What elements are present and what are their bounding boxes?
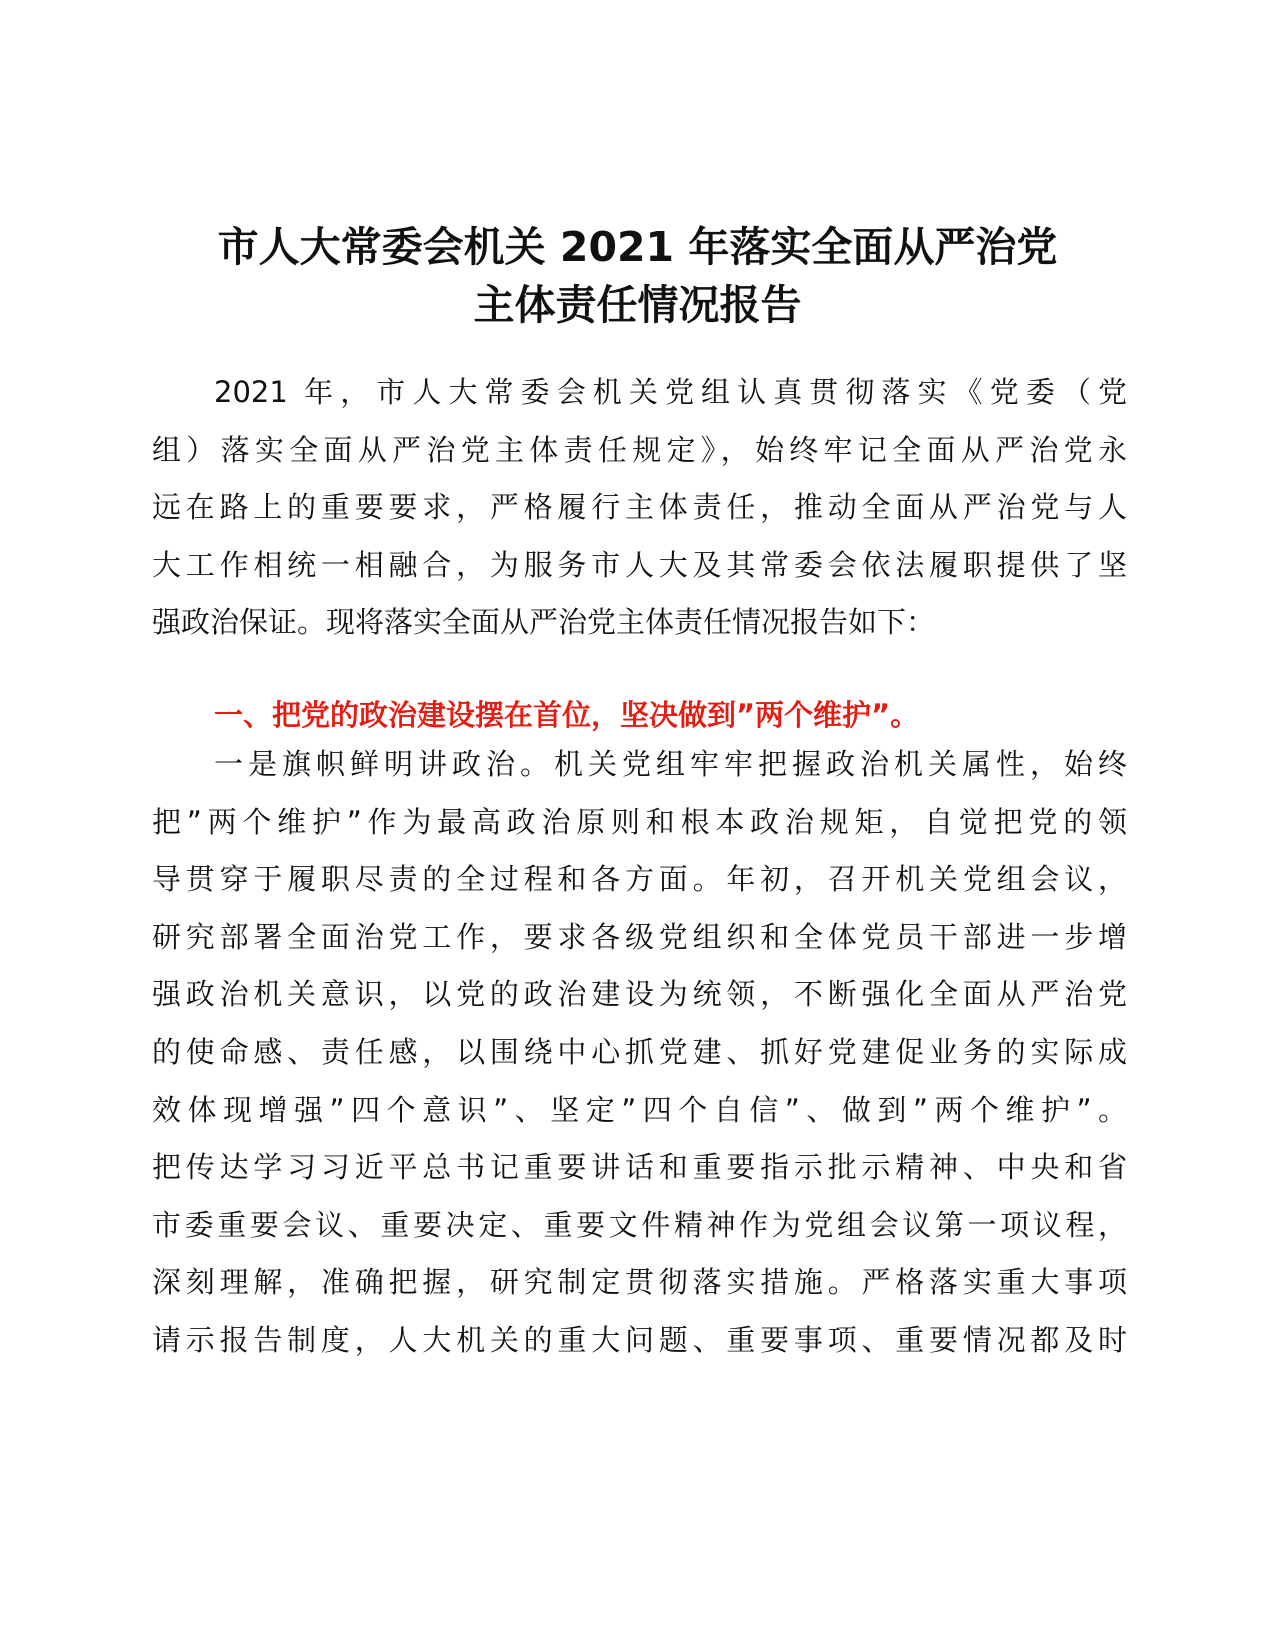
title-line-1: 市人大常委会机关 2021 年落实全面从严治党 <box>217 223 1058 271</box>
document-title <box>150 218 1125 334</box>
intro-line-1: 2021 年，市人大常委会机关党组认真贯彻落实《党委（党 <box>214 375 1127 409</box>
section-1-line-10: 深刻理解，准确把握，研究制定贯彻落实措施。严格落实重大事项 <box>152 1265 1127 1300</box>
section-heading-1: 一、把党的政治建设摆在首位，坚决做到”两个维护”。 <box>214 698 920 732</box>
section-1-line-1: 一是旗帜鲜明讲政治。机关党组牢牢把握政治机关属性，始终 <box>214 747 1127 781</box>
section-1-line-5: 强政治机关意识，以党的政治建设为统领，不断强化全面从严治党 <box>152 977 1127 1012</box>
intro-paragraph <box>152 364 1127 652</box>
section-1-line-3: 导贯穿于履职尽责的全过程和各方面。年初，召开机关党组会议， <box>152 862 1127 897</box>
intro-line-5: 强政治保证。现将落实全面从严治党主体责任情况报告如下： <box>152 605 936 640</box>
section-1-line-4: 研究部署全面治党工作，要求各级党组织和全体党员干部进一步增 <box>152 919 1127 954</box>
section-1-line-6: 的使命感、责任感，以围绕中心抓党建、抓好党建促业务的实际成 <box>152 1034 1127 1069</box>
section-1-line-11: 请示报告制度，人大机关的重大问题、重要事项、重要情况都及时 <box>152 1322 1127 1357</box>
intro-line-4: 大工作相统一相融合，为服务市人大及其常委会依法履职提供了坚 <box>152 547 1127 582</box>
intro-line-2: 组）落实全面从严治党主体责任规定》，始终牢记全面从严治党永 <box>152 432 1127 467</box>
section-1-line-8: 把传达学习习近平总书记重要讲话和重要指示批示精神、中央和省 <box>152 1150 1127 1185</box>
title-line-2: 主体责任情况报告 <box>473 281 802 329</box>
section-1-line-9: 市委重要会议、重要决定、重要文件精神作为党组会议第一项议程， <box>152 1207 1127 1242</box>
section-1-paragraph <box>152 736 1127 1370</box>
section-1-line-2: 把”两个维护”作为最高政治原则和根本政治规矩，自觉把党的领 <box>152 804 1127 839</box>
intro-line-3: 远在路上的重要要求，严格履行主体责任，推动全面从严治党与人 <box>152 490 1127 525</box>
section-1-line-7: 效体现增强”四个意识”、坚定”四个自信”、做到”两个维护”。 <box>152 1092 1127 1127</box>
